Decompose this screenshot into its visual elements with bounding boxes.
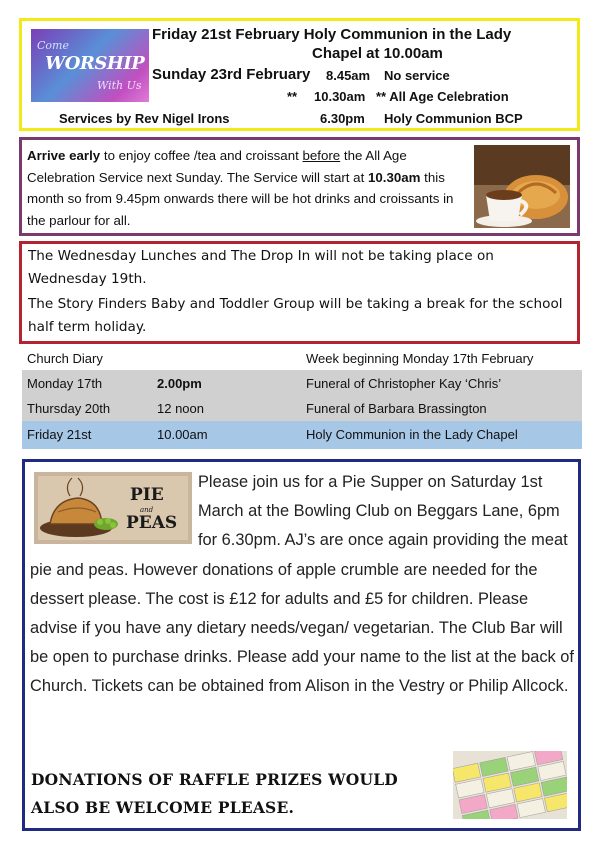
logo-and-text: and xyxy=(140,506,154,514)
diary-row xyxy=(22,421,582,449)
stars-marker: ** xyxy=(287,89,298,104)
sunday-date: Sunday 23rd February xyxy=(152,66,311,83)
diary-event: Holy Communion in the Lady Chapel xyxy=(306,427,518,442)
raffle-donations-text: DONATIONS OF RAFFLE PRIZES WOULD ALSO BE WELCOME PLEASE. xyxy=(31,770,398,817)
diary-day: Monday 17th xyxy=(27,376,103,391)
coffee-text-1: to enjoy coffee /tea and croissant xyxy=(100,148,303,163)
coffee-notice-text xyxy=(27,145,457,231)
coffee-text-3: this month so from 9.45pm onwards there will be hot drinks and croissants in the parlour for all. xyxy=(27,169,454,228)
before-text: before xyxy=(302,148,341,163)
wednesday-lunches-notice: The Wednesday Lunches and The Drop In will not be taking place on Wednesday 19th. xyxy=(28,248,494,287)
friday-service-line-cont: Chapel at 10.00am xyxy=(312,45,443,62)
pie-supper-body: Please join us for a Pie Supper on Saturday 1st March at the Bowling Club on Beggars Lane, 6pm for 6.30pm. AJ’s are once again providing the meat pie and peas. However donations of apple crumble are needed for the dessert please. The cost is £12 for adults and £5 for children. Please advise if you have any dietary needs/vegan/ vegetarian. The Club Bar will be open to purchase drinks. Please add your name to the list at the back of Church. Tickets can be obtained from Alison in the Vestry or Philip Allcock. xyxy=(30,473,574,696)
start-time-text: 10.30am xyxy=(367,169,421,185)
services-by-text: Services by Rev Nigel Irons xyxy=(59,111,230,126)
pie-and-peas-image xyxy=(34,468,194,548)
sunday-early-desc: No service xyxy=(384,68,450,83)
raffle-tickets-image xyxy=(453,751,567,819)
sunday-early-time: 8.45am xyxy=(326,68,371,83)
coffee-notice-box xyxy=(19,137,580,236)
logo-pie-text: PIE xyxy=(130,485,164,505)
evening-desc: Holy Communion BCP xyxy=(384,111,523,126)
logo-worship-text: WORSHIP xyxy=(45,53,145,74)
diary-time: 12 noon xyxy=(157,401,204,416)
coffee-text-2: the All Age Celebration Service next Sunday. The Service will start at xyxy=(27,148,407,185)
diary-week: Week beginning Monday 17th February xyxy=(306,351,534,366)
logo-with-us-text: With Us xyxy=(97,79,142,92)
arrive-early-text: Arrive early xyxy=(27,148,101,163)
logo-peas-text: PEAS xyxy=(126,513,178,533)
diary-title: Church Diary xyxy=(27,351,103,366)
diary-day: Thursday 20th xyxy=(27,401,111,416)
friday-service-line: Friday 21st February Holy Communion in the Lady xyxy=(152,26,512,43)
church-diary xyxy=(22,349,582,454)
pie-supper-box xyxy=(22,459,581,831)
logo-come-text: Come xyxy=(37,39,69,52)
story-finders-notice: The Story Finders Baby and Toddler Group will be taking a break for the school half term holiday. xyxy=(28,296,563,335)
diary-time: 2.00pm xyxy=(157,376,202,391)
coffee-croissant-image xyxy=(474,145,570,228)
diary-event: Funeral of Christopher Kay ‘Chris’ xyxy=(306,376,502,391)
diary-time: 10.00am xyxy=(157,427,208,442)
diary-event: Funeral of Barbara Brassington xyxy=(306,401,487,416)
diary-header xyxy=(22,349,582,369)
diary-day: Friday 21st xyxy=(27,427,92,442)
diary-row xyxy=(22,370,582,398)
diary-row xyxy=(22,395,582,423)
come-worship-logo xyxy=(31,29,149,102)
services-box xyxy=(19,18,580,131)
evening-time: 6.30pm xyxy=(320,111,365,126)
sunday-main-time: 10.30am xyxy=(314,89,366,104)
notices-box xyxy=(19,241,580,344)
sunday-main-desc: ** All Age Celebration xyxy=(376,89,509,104)
